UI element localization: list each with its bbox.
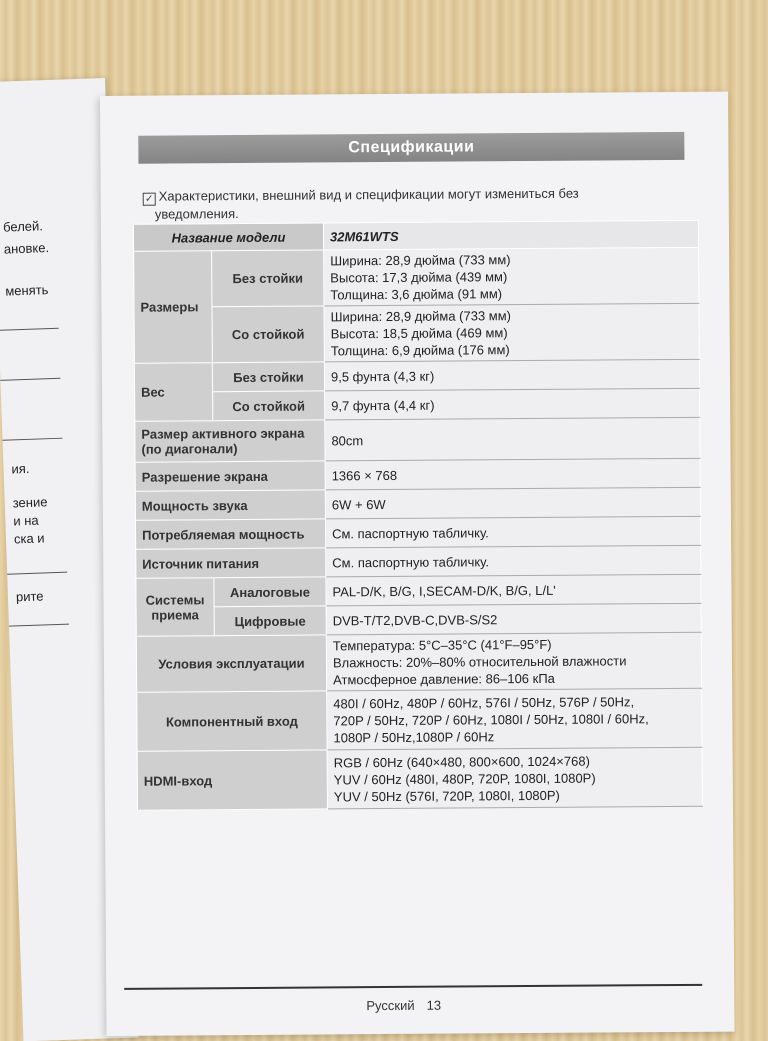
value-line: Высота: 18,5 дюйма (469 мм)	[330, 325, 508, 342]
value-line: Атмосферное давление: 86–106 кПа	[333, 670, 555, 688]
table-row	[135, 516, 700, 549]
note-line-1: Характеристики, внешний вид и спецификации могут измениться без	[158, 185, 579, 204]
weight-stand-value: 9,7 фунта (4,4 кг)	[325, 388, 700, 420]
label-line: Системы	[145, 591, 205, 608]
value-line: 1080P / 50Hz,1080P / 60Hz	[333, 728, 495, 745]
spec-table	[133, 220, 703, 811]
table-row	[137, 747, 702, 810]
operating-conditions-label: Условия эксплуатации	[136, 635, 326, 692]
component-input-label: Компонентный вход	[137, 691, 327, 751]
weight-stand-label: Со стойкой	[213, 391, 325, 421]
left-fragment: ия.	[11, 460, 30, 477]
table-row	[136, 632, 701, 692]
value-line: Высота: 17,3 дюйма (439 мм)	[330, 269, 508, 286]
left-fragment: ска и	[13, 530, 45, 547]
manual-page	[100, 92, 735, 1036]
left-rule	[9, 624, 69, 627]
reception-digital-value: DVB-T/T2,DVB-C,DVB-S/S2	[326, 603, 701, 635]
weight-no-stand-label: Без стойки	[212, 362, 324, 392]
left-rule	[0, 378, 60, 381]
table-row	[133, 220, 698, 251]
model-value: 32M61WTS	[323, 220, 698, 250]
reception-digital-label: Цифровые	[214, 606, 326, 636]
left-fragment: зение	[12, 494, 48, 511]
size-no-stand-values	[324, 247, 699, 306]
size-no-stand-label: Без стойки	[212, 250, 324, 307]
resolution-label: Разрешение экрана	[135, 461, 325, 491]
value-line: RGB / 60Hz (640×480, 800×600, 1024×768)	[333, 753, 590, 770]
weight-label: Вес	[134, 363, 212, 422]
note-line-2: уведомления.	[154, 206, 239, 222]
operating-conditions-values	[326, 632, 701, 691]
size-stand-label: Со стойкой	[212, 306, 324, 363]
checkbox-icon: ✓	[143, 193, 156, 206]
hdmi-input-label: HDMI-вход	[137, 750, 327, 810]
left-fragment: ановке.	[3, 240, 50, 257]
reception-label	[136, 578, 214, 637]
footer-rule	[124, 984, 702, 990]
screen-size-label	[135, 420, 325, 462]
table-row	[136, 574, 701, 607]
power-consumption-label: Потребляемая мощность	[135, 519, 325, 549]
screen-size-value: 80cm	[325, 417, 700, 461]
reception-analog-label: Аналоговые	[214, 577, 326, 607]
value-line: YUV / 60Hz (480I, 480P, 720P, 1080I, 1080P)	[333, 770, 596, 787]
label-line: приема	[151, 606, 199, 623]
table-row	[136, 603, 701, 636]
table-row	[135, 388, 700, 421]
value-line: Толщина: 6,9 дюйма (176 мм)	[330, 342, 510, 359]
table-row	[134, 303, 699, 363]
value-line: Толщина: 3,6 дюйма (91 мм)	[330, 286, 503, 303]
reception-analog-value: PAL-D/K, B/G, I,SECAM-D/K, B/G, L/L'	[326, 574, 701, 606]
audio-power-value: 6W + 6W	[325, 487, 700, 519]
left-rule	[0, 328, 59, 331]
weight-no-stand-value: 9,5 фунта (4,3 кг)	[324, 359, 699, 391]
value-line: 720P / 50Hz, 720P / 60Hz, 1080I / 50Hz, 1080I / 60Hz,	[333, 710, 649, 728]
table-row	[135, 487, 700, 520]
value-line: Ширина: 28,9 дюйма (733 мм)	[330, 252, 511, 269]
value-line: YUV / 50Hz (576I, 720P, 1080I, 1080P)	[333, 787, 560, 804]
label-line: Размер активного экрана	[141, 425, 305, 442]
footer-language: Русский	[366, 997, 415, 1014]
hdmi-input-values	[327, 747, 702, 809]
table-row	[135, 417, 700, 462]
label-line: (по диагонали)	[141, 441, 238, 457]
disclaimer-note	[143, 184, 683, 223]
table-row	[137, 688, 702, 751]
left-fragment: рите	[15, 588, 44, 605]
page-footer	[366, 998, 441, 1014]
page-number: 13	[426, 997, 442, 1013]
power-source-label: Источник питания	[136, 548, 326, 578]
left-fragment: белей.	[2, 218, 44, 235]
left-rule	[2, 438, 62, 441]
size-label: Размеры	[134, 251, 213, 364]
table-row	[135, 458, 700, 491]
model-label: Название модели	[133, 223, 323, 251]
table-row	[134, 359, 699, 392]
component-input-values	[327, 688, 702, 750]
table-row	[134, 247, 699, 307]
value-line: Ширина: 28,9 дюйма (733 мм)	[330, 308, 512, 325]
audio-power-label: Мощность звука	[135, 490, 325, 520]
size-stand-values	[324, 303, 699, 362]
page-title: Спецификации	[138, 132, 684, 164]
resolution-value: 1366 × 768	[325, 458, 700, 490]
value-line: 480I / 60Hz, 480P / 60Hz, 576I / 50Hz, 576P / 50Hz,	[333, 693, 635, 711]
power-source-value: См. паспортную табличку.	[326, 545, 701, 577]
value-line: Температура: 5°C–35°C (41°F–95°F)	[332, 636, 552, 654]
value-line: Влажность: 20%–80% относительной влажности	[332, 653, 627, 671]
left-fragment: менять	[5, 282, 49, 299]
left-fragment: и на	[13, 512, 39, 529]
left-rule	[7, 572, 67, 575]
power-consumption-value: См. паспортную табличку.	[325, 516, 700, 548]
table-row	[136, 545, 701, 578]
